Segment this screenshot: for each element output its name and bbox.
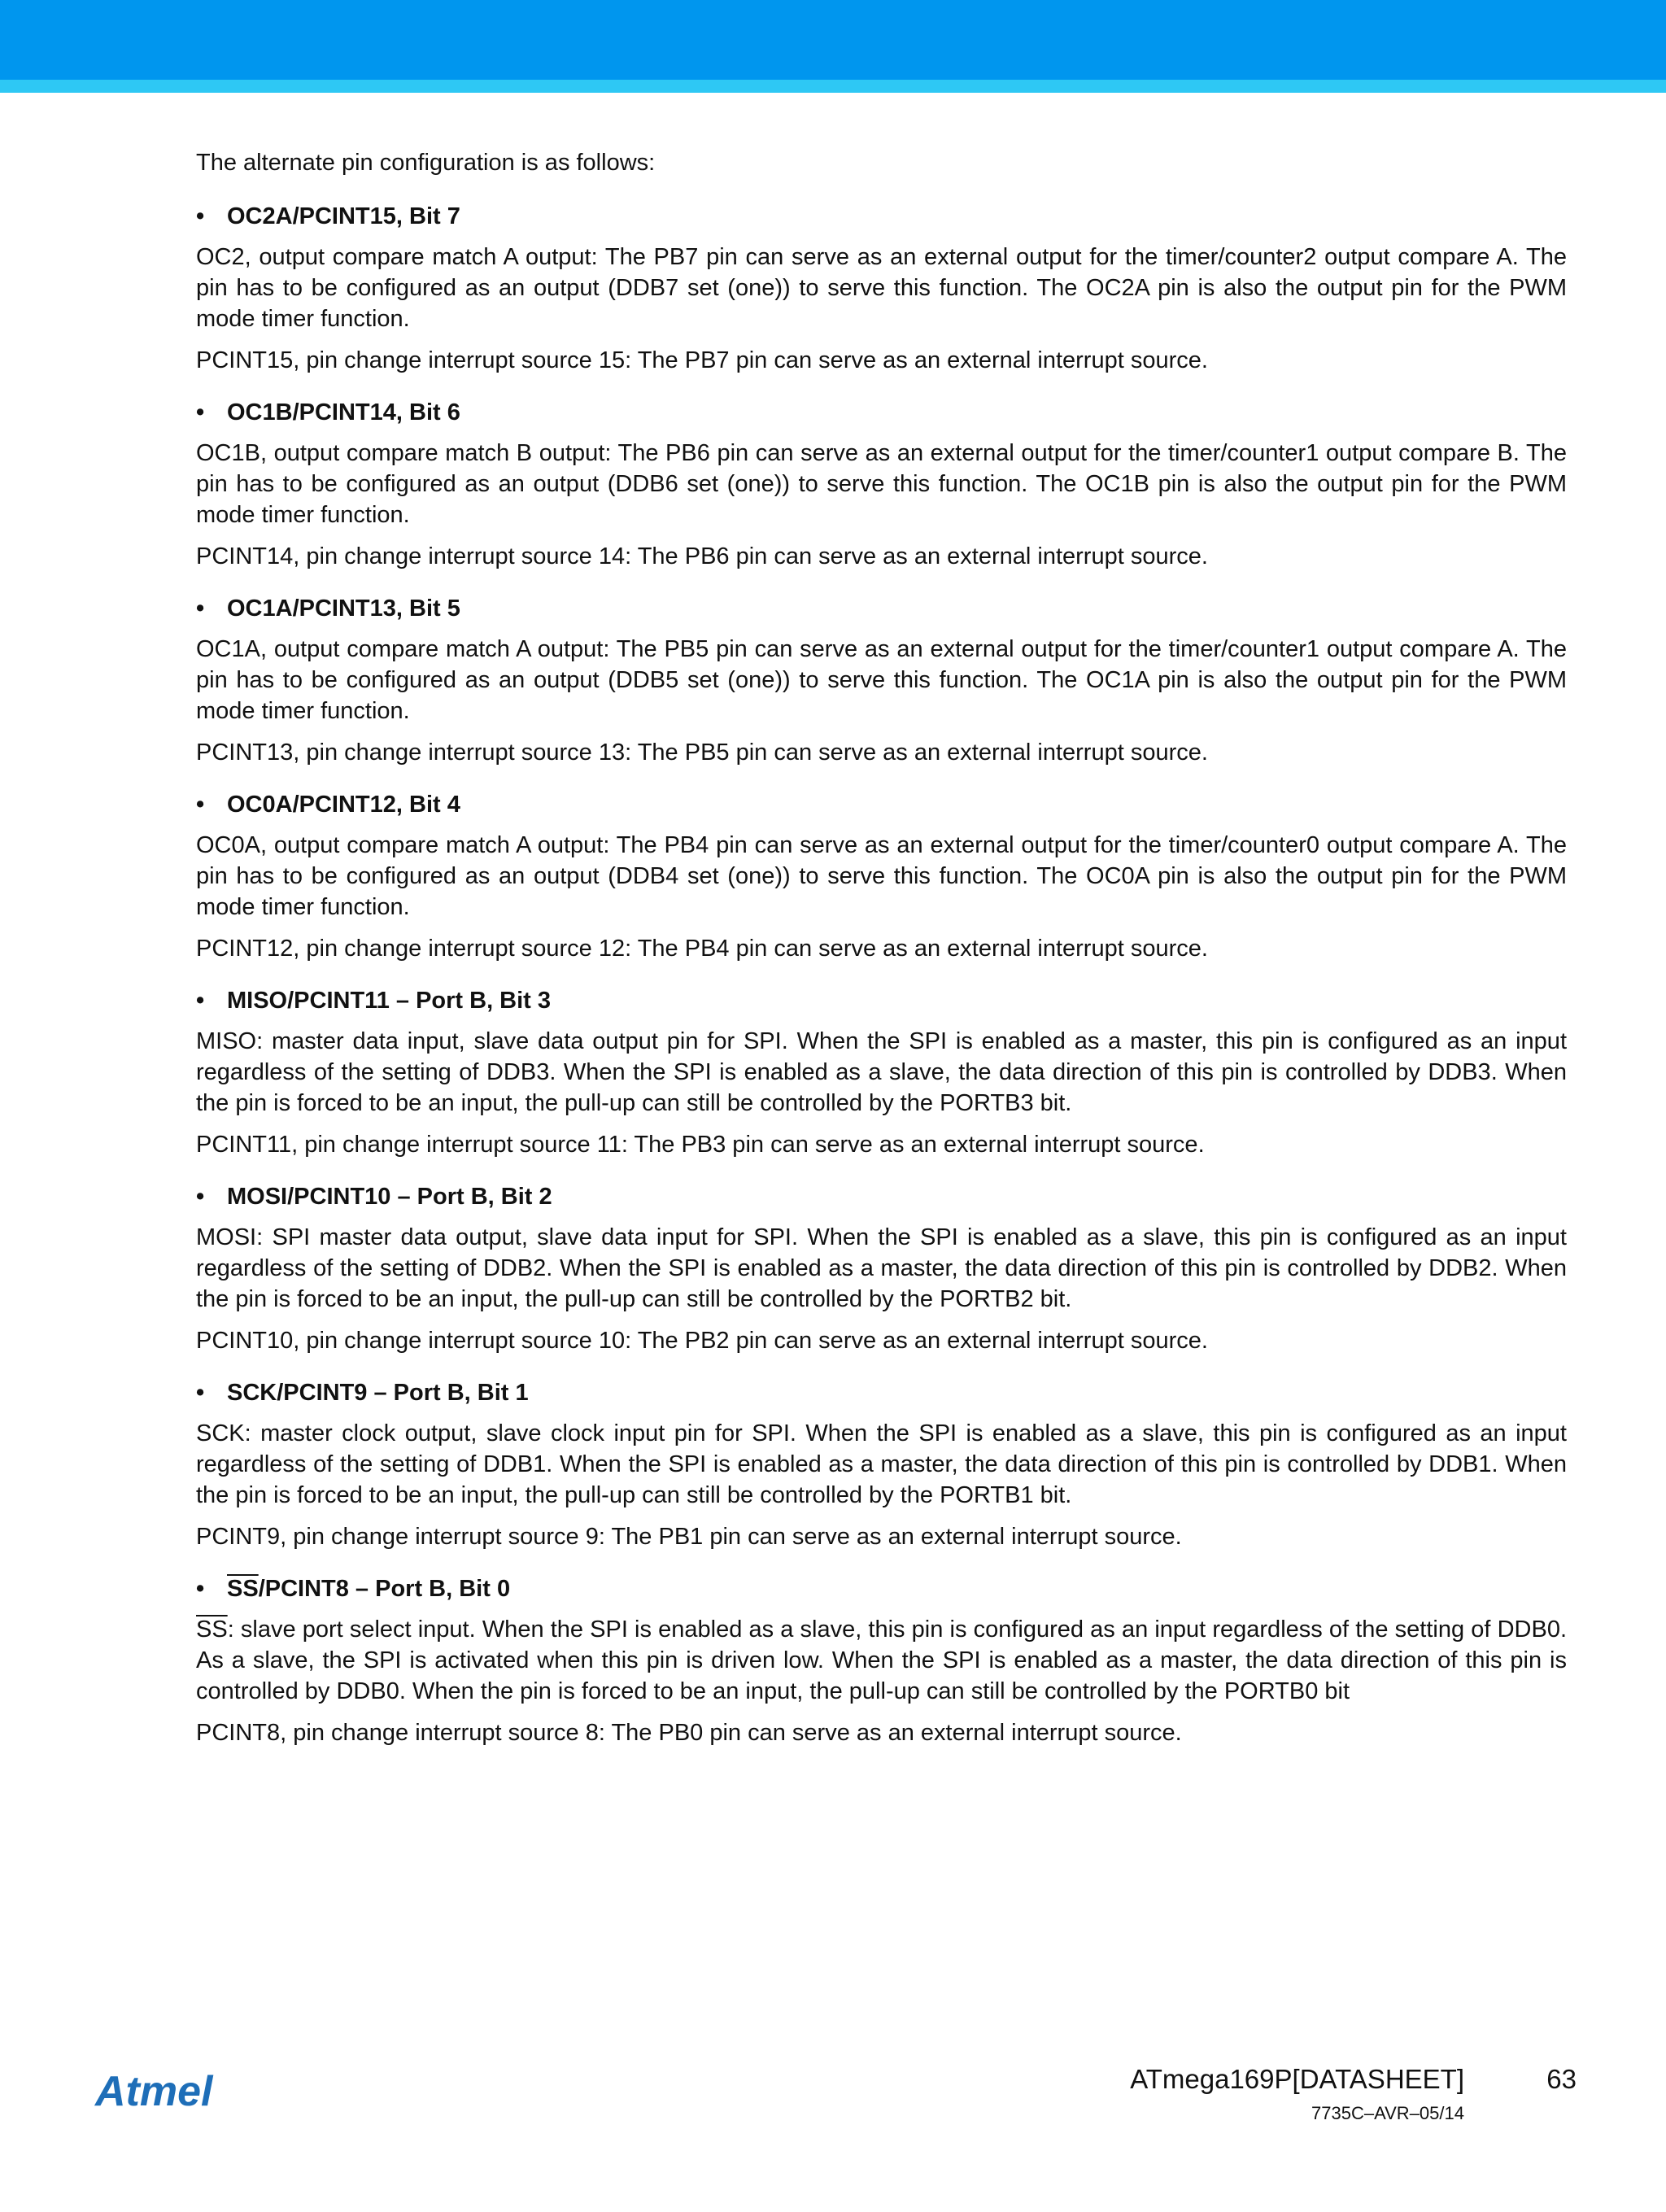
bullet-icon: • xyxy=(196,203,205,229)
header-bar xyxy=(0,0,1666,80)
section-oc2a xyxy=(196,201,1567,376)
paragraph: PCINT9, pin change interrupt source 9: The PB1 pin can serve as an external interrupt source. xyxy=(196,1524,1182,1550)
header-stripe xyxy=(0,80,1666,93)
footer-page-number: 63 xyxy=(1546,2064,1577,2094)
overlined-signal: $\overline{SS}$ xyxy=(196,1616,228,1643)
bullet-icon: • xyxy=(196,792,205,818)
paragraph xyxy=(196,1614,1567,1707)
bullet-icon: • xyxy=(196,1380,205,1406)
heading-text: OC0A/PCINT12, Bit 4 xyxy=(227,792,460,818)
paragraph: OC2, output compare match A output: The PB7 pin can serve as an external output for the timer/counter2 output compare A. The pin has to be configured as an output (DDB7 set (one)) to serve this function. The OC2A pin is also the output pin for the PWM mode timer function. xyxy=(196,244,1567,332)
paragraph: OC0A, output compare match A output: The PB4 pin can serve as an external output for the timer/counter0 output compare A. The pin has to be configured as an output (DDB4 set (one)) to serve this function. The OC0A pin is also the output pin for the PWM mode timer function. xyxy=(196,832,1567,920)
section-heading xyxy=(196,1377,1567,1408)
bullet-icon: • xyxy=(196,399,205,425)
section-ss xyxy=(196,1573,1567,1748)
section-oc1b xyxy=(196,397,1567,572)
heading-overlined-text: $\overline{SS}$ xyxy=(227,1576,259,1602)
paragraph: OC1B, output compare match B output: The PB6 pin can serve as an external output for the timer/counter1 output compare B. The pin has to be configured as an output (DDB6 set (one)) to serve this function. The OC1B pin is also the output pin for the PWM mode timer function. xyxy=(196,440,1567,528)
bullet-icon: • xyxy=(196,1184,205,1210)
section-heading xyxy=(196,789,1567,820)
paragraph: PCINT12, pin change interrupt source 12: The PB4 pin can serve as an external interrupt source. xyxy=(196,936,1208,962)
heading-text: OC2A/PCINT15, Bit 7 xyxy=(227,203,460,229)
heading-text: MISO/PCINT11 – Port B, Bit 3 xyxy=(227,988,552,1014)
paragraph: PCINT10, pin change interrupt source 10: The PB2 pin can serve as an external interrupt source. xyxy=(196,1328,1208,1354)
paragraph: PCINT14, pin change interrupt source 14: The PB6 pin can serve as an external interrupt source. xyxy=(196,543,1208,569)
paragraph: PCINT11, pin change interrupt source 11: The PB3 pin can serve as an external interrupt source. xyxy=(196,1132,1205,1158)
section-heading xyxy=(196,397,1567,428)
bullet-icon: • xyxy=(196,596,205,622)
paragraph: PCINT8, pin change interrupt source 8: The PB0 pin can serve as an external interrupt source. xyxy=(196,1720,1182,1746)
atmel-logo-icon xyxy=(94,2066,240,2115)
section-oc1a xyxy=(196,593,1567,768)
section-heading xyxy=(196,1181,1567,1212)
section-heading xyxy=(196,201,1567,232)
section-miso xyxy=(196,985,1567,1160)
section-heading xyxy=(196,985,1567,1016)
paragraph: PCINT15, pin change interrupt source 15: The PB7 pin can serve as an external interrupt source. xyxy=(196,347,1208,373)
footer-doc-code: 7735C–AVR–05/14 xyxy=(1311,2103,1464,2123)
bullet-icon: • xyxy=(196,1576,205,1602)
heading-text: SCK/PCINT9 – Port B, Bit 1 xyxy=(227,1380,529,1406)
paragraph: MOSI: SPI master data output, slave data input for SPI. When the SPI is enabled as a slave, this pin is configured as an input regardless of the setting of DDB2. When the SPI is enabled as a master, the data direction of this pin is controlled by DDB2. When the pin is forced to be an input, the pull-up can still be controlled by the PORTB2 bit. xyxy=(196,1224,1567,1312)
heading-text: OC1A/PCINT13, Bit 5 xyxy=(227,596,460,622)
heading-text: OC1B/PCINT14, Bit 6 xyxy=(227,399,460,425)
paragraph: PCINT13, pin change interrupt source 13: The PB5 pin can serve as an external interrupt source. xyxy=(196,740,1208,766)
paragraph: SCK: master clock output, slave clock input pin for SPI. When the SPI is enabled as a slave, this pin is configured as an input regardless of the setting of DDB1. When the SPI is enabled as a master, the data direction of this pin is controlled by DDB1. When the pin is forced to be an input, the pull-up can still be controlled by the PORTB1 bit. xyxy=(196,1420,1567,1508)
section-oc0a xyxy=(196,789,1567,964)
paragraph-text: : slave port select input. When the SPI is enabled as a slave, this pin is configured as an input regardless of the setting of DDB0. As a slave, the SPI is activated when this pin is driven low. When the SPI is enabled as a master, the data direction of this pin is controlled by DDB0. When the pin is forced to be an input, the pull-up can still be controlled by the PORTB0 bit xyxy=(196,1616,1567,1704)
section-heading xyxy=(196,593,1567,624)
page-content xyxy=(196,147,1567,1769)
footer-doc-title: ATmega169P[DATASHEET] xyxy=(1130,2064,1464,2094)
heading-text: MOSI/PCINT10 – Port B, Bit 2 xyxy=(227,1184,552,1210)
atmel-logo xyxy=(94,2066,240,2115)
paragraph: OC1A, output compare match A output: The PB5 pin can serve as an external output for the timer/counter1 output compare A. The pin has to be configured as an output (DDB5 set (one)) to serve this function. The OC1A pin is also the output pin for the PWM mode timer function. xyxy=(196,636,1567,724)
section-sck xyxy=(196,1377,1567,1552)
intro-text: The alternate pin configuration is as follows: xyxy=(196,150,656,176)
section-mosi xyxy=(196,1181,1567,1356)
section-heading xyxy=(196,1573,1567,1604)
logo-text: Atmel xyxy=(95,2068,213,2115)
paragraph: MISO: master data input, slave data output pin for SPI. When the SPI is enabled as a master, this pin is configured as an input regardless of the setting of DDB3. When the SPI is enabled as a slave, the data direction of this pin is controlled by DDB3. When the pin is forced to be an input, the pull-up can still be controlled by the PORTB3 bit. xyxy=(196,1028,1567,1116)
bullet-icon: • xyxy=(196,988,205,1014)
heading-text: /PCINT8 – Port B, Bit 0 xyxy=(258,1576,511,1602)
